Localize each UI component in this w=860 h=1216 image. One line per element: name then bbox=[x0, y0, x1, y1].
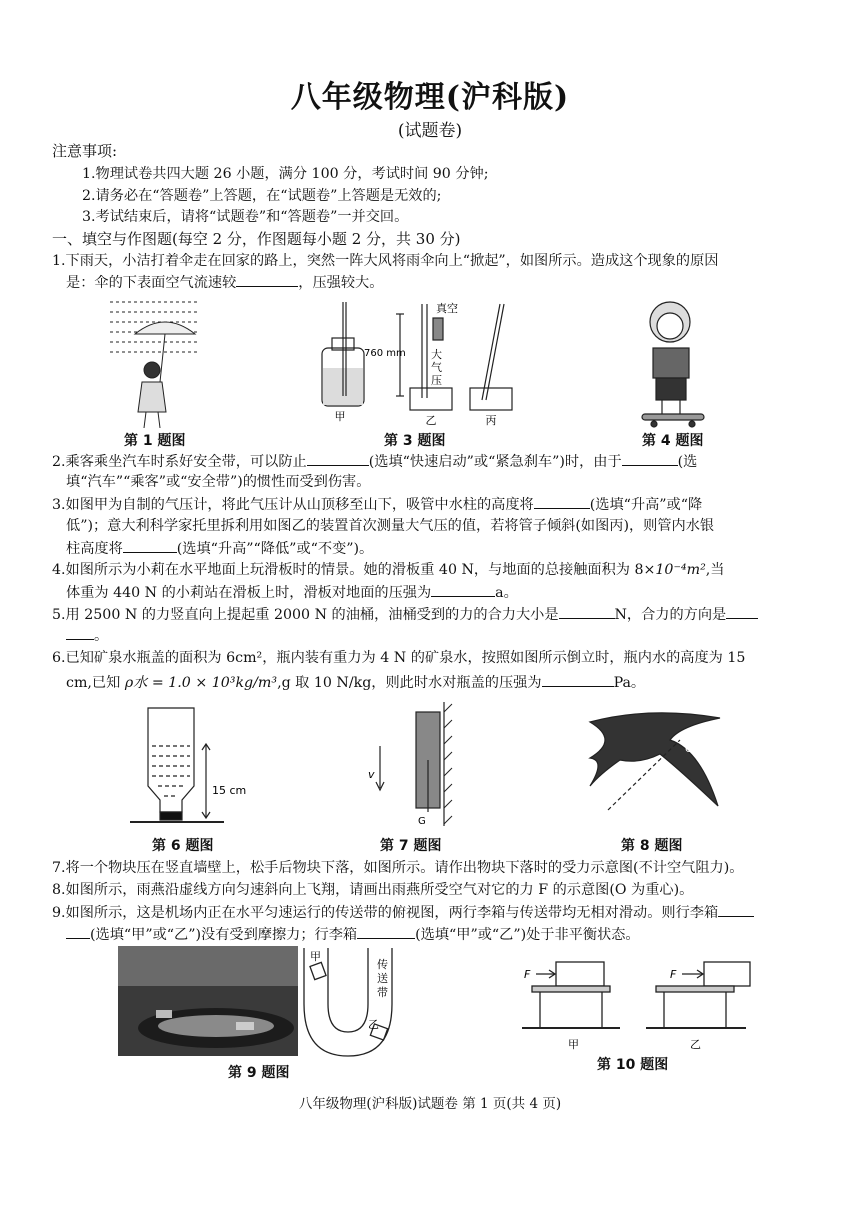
notice-heading: 注意事项: bbox=[52, 142, 118, 160]
answer-blank bbox=[542, 672, 614, 687]
question-6-line-1: 6.已知矿泉水瓶盖的面积为 6cm²，瓶内装有重力为 4 N 的矿泉水，按照如图所示倒立时，瓶内水的高度为 15 bbox=[52, 650, 746, 666]
answer-blank bbox=[307, 451, 369, 466]
barometer-figure bbox=[322, 302, 364, 406]
notice-item-1: 1.物理试卷共四大题 26 小题，满分 100 分，考试时间 90 分钟; bbox=[82, 166, 489, 182]
skateboard-girl-figure bbox=[642, 302, 704, 427]
answer-blank bbox=[236, 272, 298, 287]
question-5-line-1: 5.用 2500 N 的力竖直向上提起重 2000 N 的油桶，油桶受到的力的合力大小是 N，合力的方向是 bbox=[52, 604, 758, 625]
figure-6-caption: 第 6 题图 bbox=[152, 838, 214, 854]
fig3-label-atm-2: 气 bbox=[431, 361, 442, 374]
section-heading: 一、填空与作图题(每空 2 分，作图题每小题 2 分，共 30 分) bbox=[52, 230, 461, 248]
figure-3-caption: 第 3 题图 bbox=[384, 433, 446, 449]
figure-8-caption: 第 8 题图 bbox=[621, 838, 683, 854]
baggage-carousel-photo bbox=[118, 946, 298, 1056]
question-5-line-2: 。 bbox=[66, 625, 108, 646]
notice-item-2: 2.请务必在“答题卷”上答题，在“试题卷”上答题是无效的; bbox=[82, 188, 442, 204]
fig10-label-jia: 甲 bbox=[568, 1038, 579, 1051]
fig3-label-760mm: 760 mm bbox=[364, 348, 406, 359]
wind-umbrella-figure bbox=[110, 302, 200, 428]
question-1-line-1: 1.下雨天，小洁打着伞走在回家的路上，突然一阵大风将雨伞向上“掀起”，如图所示。造成这个现象的原因 bbox=[52, 253, 719, 269]
figure-1-caption: 第 1 题图 bbox=[124, 433, 186, 449]
figure-4-caption: 第 4 题图 bbox=[642, 433, 704, 449]
answer-blank bbox=[431, 582, 495, 597]
question-8: 8.如图所示，雨燕沿虚线方向匀速斜向上飞翔，请画出雨燕所受空气对它的力 F 的示意图(O 为重心)。 bbox=[52, 882, 694, 898]
figure-row-2 bbox=[120, 700, 730, 832]
fig3-label-yi: 乙 bbox=[425, 414, 437, 427]
table-yi-figure bbox=[646, 962, 750, 1028]
page-footer: 八年级物理(沪科版)试题卷 第 1 页(共 4 页) bbox=[298, 1096, 562, 1112]
fig3-label-vacuum: 真空 bbox=[436, 302, 458, 315]
fig10-label-f-yi: F bbox=[670, 968, 677, 981]
answer-blank bbox=[66, 924, 90, 939]
question-4-line-2: 体重为 440 N 的小莉站在滑板上时，滑板对地面的压强为 a。 bbox=[66, 582, 518, 603]
answer-blank bbox=[66, 625, 94, 640]
question-2-line-2: 填“汽车”“乘客”或“安全带”)的惯性而受到伤害。 bbox=[66, 474, 371, 490]
fig10-label-f-jia: F bbox=[524, 968, 531, 981]
question-3-line-1: 3.如图甲为自制的气压计，将此气压计从山顶移至山下，吸管中水柱的高度将 (选填“升高”或“降 bbox=[52, 494, 702, 515]
fig7-label-v: v bbox=[368, 768, 375, 781]
question-6-line-2: cm,已知 ρ水 = 1.0 × 10³kg/m³,g 取 10 N/kg，则此时水对瓶盖的压强为 Pa。 bbox=[66, 672, 645, 693]
fig3-label-jia: 甲 bbox=[334, 410, 346, 423]
fig9-label-belt-1: 传 bbox=[377, 958, 388, 971]
answer-blank bbox=[622, 451, 678, 466]
inverted-bottle-figure bbox=[130, 708, 224, 822]
question-2-line-1: 2.乘客乘坐汽车时系好安全带，可以防止 (选填“快速启动”或“紧急刹车”)时，由于 (选 bbox=[52, 451, 697, 472]
block-on-wall-figure bbox=[376, 702, 452, 826]
question-1-line-2: 是：伞的下表面空气流速较 ，压强较大。 bbox=[66, 272, 383, 293]
fig3-label-atm-1: 大 bbox=[431, 348, 442, 361]
fig9-label-yi: 乙 bbox=[368, 1018, 379, 1031]
answer-blank bbox=[534, 494, 590, 509]
answer-blank bbox=[559, 604, 615, 619]
page-title: 八年级物理(沪科版) bbox=[290, 80, 570, 115]
notice-item-3: 3.考试结束后，请将“试题卷”和“答题卷”一并交回。 bbox=[82, 209, 409, 225]
question-4-line-1: 4.如图所示为小莉在水平地面上玩滑板时的情景。她的滑板重 40 N，与地面的总接触面积为 8×10⁻⁴m²,当 bbox=[52, 562, 725, 578]
answer-blank bbox=[123, 538, 177, 553]
question-3-line-3: 柱高度将 (选填“升高”“降低”或“不变”)。 bbox=[66, 538, 373, 559]
fig9-label-belt-3: 带 bbox=[377, 986, 388, 999]
fig6-label-height: 15 cm bbox=[212, 784, 247, 797]
fig10-label-yi: 乙 bbox=[690, 1038, 701, 1051]
table-jia-figure bbox=[522, 962, 620, 1028]
question-7: 7.将一个物块压在竖直墙壁上，松手后物块下落，如图所示。请作出物块下落时的受力示意图(不计空气阻力)。 bbox=[52, 860, 744, 876]
answer-blank bbox=[718, 902, 754, 917]
fig8-label-o: O bbox=[685, 744, 693, 755]
fig3-label-atm-3: 压 bbox=[431, 374, 442, 387]
figure-7-caption: 第 7 题图 bbox=[380, 838, 442, 854]
figure-9-caption: 第 9 题图 bbox=[228, 1065, 290, 1081]
tilted-tube-figure bbox=[470, 304, 512, 410]
question-3-line-2: 低”)；意大利科学家托里拆利用如图乙的装置首次测量大气压的值，若将管子倾斜(如图丙)，则管内水银 bbox=[66, 518, 715, 534]
fig9-label-belt-2: 送 bbox=[377, 972, 388, 985]
swallow-figure bbox=[590, 713, 720, 810]
figure-row-3 bbox=[116, 944, 776, 1062]
fig9-label-jia: 甲 bbox=[310, 950, 321, 963]
fig3-label-bing: 丙 bbox=[485, 414, 497, 427]
answer-blank bbox=[357, 924, 415, 939]
figure-row-1 bbox=[100, 296, 820, 448]
fig7-label-g: G bbox=[418, 816, 426, 827]
figure-10-caption: 第 10 题图 bbox=[597, 1057, 669, 1073]
page-subtitle: (试题卷) bbox=[397, 121, 463, 141]
question-9-line-2: (选填“甲”或“乙”)没有受到摩擦力；行李箱 (选填“甲”或“乙”)处于非平衡状态。 bbox=[66, 924, 640, 945]
answer-blank bbox=[726, 604, 758, 619]
question-9-line-1: 9.如图所示，这是机场内正在水平匀速运行的传送带的俯视图，两行李箱与传送带均无相对滑动。则行李箱 bbox=[52, 902, 754, 923]
